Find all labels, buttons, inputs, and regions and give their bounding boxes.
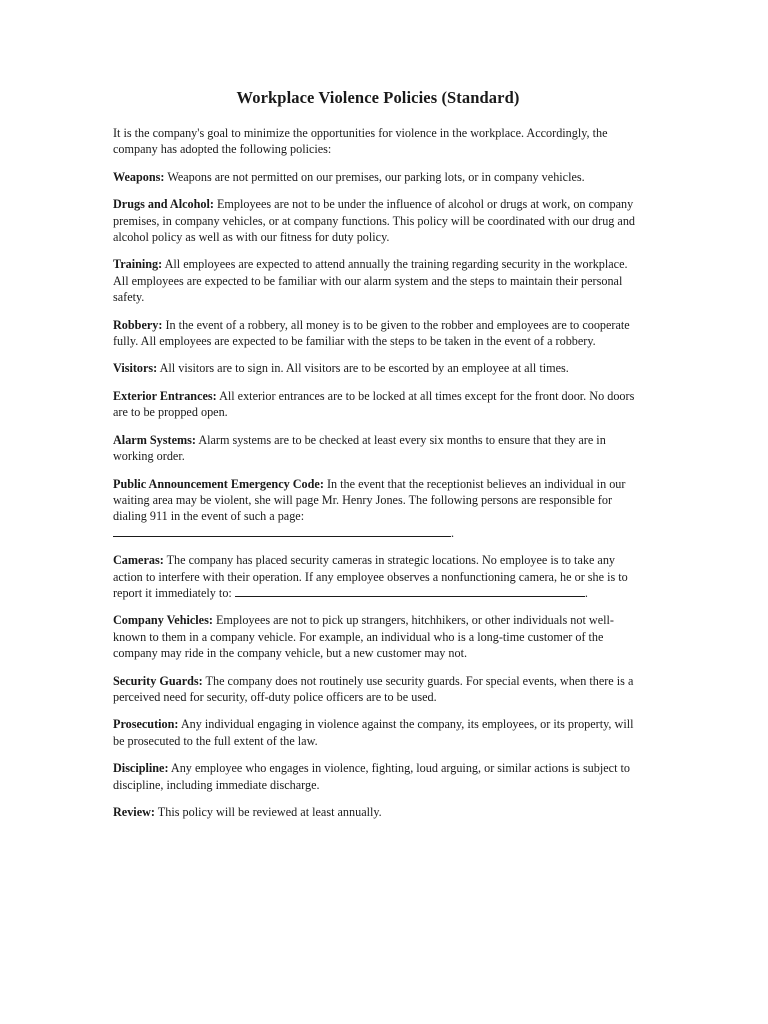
policy-text: Alarm systems are to be checked at least every six months to ensure that they are in working order.: [113, 432, 606, 464]
policy-term: Exterior Entrances:: [113, 388, 217, 403]
policy-term: Company Vehicles:: [113, 613, 213, 628]
policy-term: Security Guards:: [113, 673, 203, 688]
policy-text: Weapons are not permitted on our premises, our parking lots, or in company vehicles.: [167, 169, 585, 184]
policy-company-vehicles: [113, 612, 643, 661]
policy-review: [113, 804, 643, 820]
fill-in-blank-line: [113, 525, 451, 537]
intro-paragraph: It is the company's goal to minimize the opportunities for violence in the workplace. Accordingly, the company has adopted the following policies:: [113, 126, 608, 157]
policy-discipline: [113, 760, 643, 793]
policy-text: In the event of a robbery, all money is to be given to the robber and employees are to cooperate fully. All employees are expected to be familiar with the steps to be taken in the event of a robbery.: [113, 317, 630, 349]
policy-term: Alarm Systems:: [113, 432, 196, 447]
policy-term: Cameras:: [113, 553, 164, 568]
policy-drugs-and-alcohol: [113, 196, 643, 245]
document-page: [113, 88, 643, 831]
policy-public-announcement: [113, 476, 643, 542]
policy-cameras: [113, 552, 643, 601]
policy-text: All exterior entrances are to be locked at all times except for the front door. No doors are to be propped open.: [113, 388, 635, 420]
policy-term: Drugs and Alcohol:: [113, 197, 214, 212]
policy-term: Prosecution:: [113, 717, 179, 732]
policy-term: Discipline:: [113, 761, 169, 776]
policy-visitors: [113, 360, 643, 376]
policy-text: Any employee who engages in violence, fighting, loud arguing, or similar actions is subject to discipline, including immediate discharge.: [113, 761, 630, 792]
policy-text: The company does not routinely use security guards. For special events, when there is a perceived need for security, off-duty police officers are to be used.: [113, 673, 634, 704]
policy-text: Employees are not to be under the influence of alcohol or drugs at work, on company premises, in company vehicles, or at company functions. This policy will be coordinated with our drug and alcohol policy as well as with our fitness for duty policy.: [113, 197, 636, 245]
policy-training: [113, 256, 643, 305]
policy-text: In the event that the receptionist believes an individual in our waiting area may be violent, she will page Mr. Henry Jones. The following persons are responsible for dialing 911 in the event of such a page:: [113, 476, 626, 524]
document-title: Workplace Violence Policies (Standard): [236, 88, 520, 107]
policy-term: Visitors:: [113, 361, 158, 376]
policy-text: All visitors are to sign in. All visitors are to be escorted by an employee at all times.: [159, 361, 569, 376]
policy-prosecution: [113, 716, 643, 749]
policy-term: Weapons:: [113, 169, 165, 184]
policy-weapons: [113, 169, 643, 185]
policy-text: Employees are not to pick up strangers, hitchhikers, or other individuals not well-known to them in a company vehicle. For example, an individual who is a long-time customer of the company may ride in the company vehicle, but a new customer may not.: [113, 613, 614, 661]
policy-robbery: [113, 317, 643, 350]
policy-security-guards: [113, 673, 643, 706]
blank-period: .: [584, 585, 588, 600]
policy-term: Robbery:: [113, 317, 163, 332]
policy-term: Training:: [113, 257, 163, 272]
policy-alarm-systems: [113, 432, 643, 465]
policy-text: All employees are expected to attend annually the training regarding security in the workplace. All employees are expected to be familiar with our alarm system and the steps to maintain their personal safety.: [113, 257, 628, 305]
policy-text: The company has placed security cameras in strategic locations. No employee is to take any action to interfere with their operation. If any employee observes a nonfunctioning camera, he or she is to report it immediately to:: [113, 553, 628, 600]
policy-text: Any individual engaging in violence against the company, its employees, or its property, will be prosecuted to the full extent of the law.: [113, 717, 634, 748]
policy-term: Public Announcement Emergency Code:: [113, 476, 324, 491]
fill-in-blank-line: [235, 585, 585, 597]
policy-term: Review:: [113, 805, 155, 819]
policy-text: This policy will be reviewed at least annually.: [157, 805, 382, 819]
policy-exterior-entrances: [113, 388, 643, 421]
blank-period: .: [451, 525, 455, 540]
